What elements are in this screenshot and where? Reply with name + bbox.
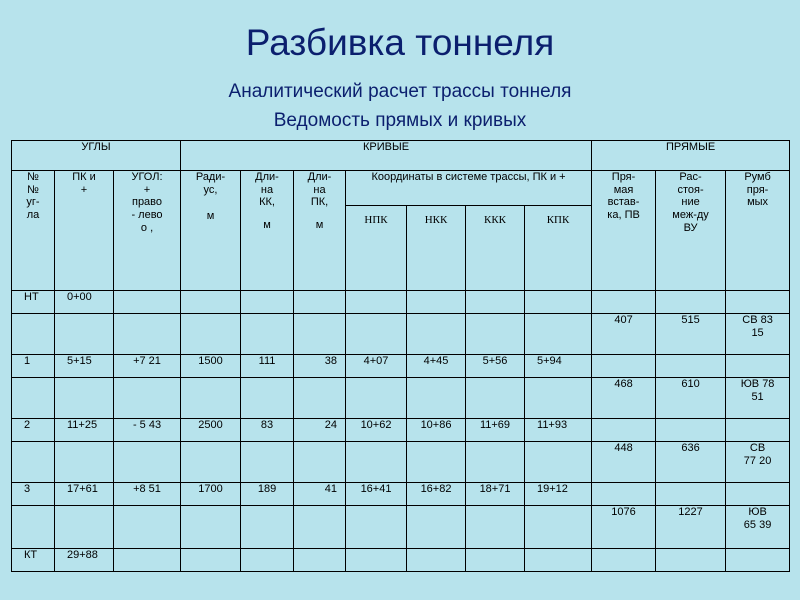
header-radius: Ради- ус, м [181, 171, 241, 291]
cell-empty [241, 378, 294, 419]
cell-kk [241, 291, 294, 314]
cell-pk: 29+88 [55, 549, 114, 572]
cell-nkk: 10+86 [407, 419, 466, 442]
tunnel-table [11, 140, 790, 572]
cell-kkk: 18+71 [466, 483, 525, 506]
table-row-angle [12, 355, 790, 378]
cell-npk [346, 549, 407, 572]
cell-empty [525, 378, 592, 419]
cell-r: 2500 [181, 419, 241, 442]
cell-empty [346, 314, 407, 355]
cell-pv: 407 [592, 314, 656, 355]
cell-empty [241, 314, 294, 355]
cell-empty [407, 506, 466, 549]
cell-empty [525, 506, 592, 549]
cell-pk: 5+15 [55, 355, 114, 378]
cell-rumb [726, 314, 790, 355]
cell-empty [241, 442, 294, 483]
rumb-line: СВ 83 [742, 314, 773, 326]
cell-empty [407, 314, 466, 355]
cell-rumb [726, 378, 790, 419]
table-row-straight [12, 378, 790, 419]
cell-kkk: 11+69 [466, 419, 525, 442]
cell-kpk [525, 291, 592, 314]
cell-nkk: 4+45 [407, 355, 466, 378]
cell-pk: 0+00 [55, 291, 114, 314]
cell-empty [346, 378, 407, 419]
header-straight-insert: Пря- мая встав- ка, ПВ [592, 171, 656, 291]
cell-empty [592, 355, 656, 378]
header-distance: Рас- стоя- ние меж-ду ВУ [656, 171, 726, 291]
cell-kpk: 11+93 [525, 419, 592, 442]
cell-no: 2 [12, 419, 55, 442]
cell-npk: 16+41 [346, 483, 407, 506]
cell-pkl: 41 [294, 483, 346, 506]
cell-pv: 1076 [592, 506, 656, 549]
header-transition-length: Дли- на ПК, м [294, 171, 346, 291]
cell-empty [726, 549, 790, 572]
cell-empty [114, 506, 181, 549]
cell-empty [114, 378, 181, 419]
header-nkk: НКК [407, 206, 466, 291]
group-header-angles: УГЛЫ [12, 141, 181, 171]
cell-pkl: 24 [294, 419, 346, 442]
cell-angle: +8 51 [114, 483, 181, 506]
table-row-angle [12, 549, 790, 572]
cell-angle [114, 549, 181, 572]
cell-angle: +7 21 [114, 355, 181, 378]
cell-npk: 4+07 [346, 355, 407, 378]
cell-empty [726, 355, 790, 378]
cell-empty [294, 314, 346, 355]
header-pk: ПК и + [55, 171, 114, 291]
header-bearing: Румб пря- мых [726, 171, 790, 291]
cell-empty [294, 442, 346, 483]
cell-npk [346, 291, 407, 314]
cell-empty [656, 483, 726, 506]
cell-empty [181, 442, 241, 483]
cell-kk [241, 549, 294, 572]
cell-dist: 1227 [656, 506, 726, 549]
cell-dist: 610 [656, 378, 726, 419]
header-angle: УГОЛ: + право - лево о , [114, 171, 181, 291]
page-title: Разбивка тоннеля [245, 22, 555, 63]
group-header-straights: ПРЯМЫЕ [592, 141, 790, 171]
cell-empty [592, 291, 656, 314]
cell-nkk [407, 549, 466, 572]
cell-empty [726, 419, 790, 442]
cell-empty [55, 314, 114, 355]
cell-nkk [407, 291, 466, 314]
cell-npk: 10+62 [346, 419, 407, 442]
cell-angle: - 5 43 [114, 419, 181, 442]
cell-empty [592, 549, 656, 572]
table-row-straight [12, 506, 790, 549]
table-row-straight [12, 442, 790, 483]
cell-empty [656, 291, 726, 314]
cell-empty [656, 419, 726, 442]
cell-empty [466, 314, 525, 355]
cell-no: 1 [12, 355, 55, 378]
cell-kk: 189 [241, 483, 294, 506]
cell-empty [656, 355, 726, 378]
header-kkk: ККК [466, 206, 525, 291]
header-curve-length: Дли- на КК, м [241, 171, 294, 291]
cell-r: 1700 [181, 483, 241, 506]
header-kpk: КПК [525, 206, 592, 291]
rumb-line: 65 39 [743, 518, 772, 531]
cell-rumb [726, 442, 790, 483]
cell-kkk [466, 549, 525, 572]
cell-r [181, 291, 241, 314]
table-row-straight [12, 314, 790, 355]
cell-r: 1500 [181, 355, 241, 378]
cell-empty [525, 314, 592, 355]
cell-empty [181, 506, 241, 549]
cell-pkl [294, 549, 346, 572]
cell-empty [407, 442, 466, 483]
cell-kkk: 5+56 [466, 355, 525, 378]
cell-empty [12, 314, 55, 355]
cell-pkl [294, 291, 346, 314]
cell-empty [466, 378, 525, 419]
table-row-angle [12, 419, 790, 442]
cell-empty [525, 442, 592, 483]
cell-rumb [726, 506, 790, 549]
rumb-line: СВ [749, 442, 766, 454]
cell-empty [114, 314, 181, 355]
cell-empty [346, 506, 407, 549]
cell-dist: 515 [656, 314, 726, 355]
cell-kk: 83 [241, 419, 294, 442]
cell-pkl: 38 [294, 355, 346, 378]
rumb-line: 15 [751, 326, 764, 339]
cell-empty [294, 378, 346, 419]
cell-empty [55, 506, 114, 549]
cell-empty [466, 442, 525, 483]
cell-empty [592, 419, 656, 442]
cell-empty [12, 442, 55, 483]
cell-empty [12, 506, 55, 549]
cell-pv: 448 [592, 442, 656, 483]
cell-empty [55, 442, 114, 483]
table-row-angle [12, 483, 790, 506]
cell-no: 3 [12, 483, 55, 506]
cell-kpk: 5+94 [525, 355, 592, 378]
cell-kpk [525, 549, 592, 572]
header-coordinates: Координаты в системе трассы, ПК и + [346, 171, 592, 206]
cell-empty [294, 506, 346, 549]
cell-empty [726, 291, 790, 314]
cell-empty [656, 549, 726, 572]
header-npk: НПК [346, 206, 407, 291]
table-row-angle [12, 291, 790, 314]
cell-kk: 111 [241, 355, 294, 378]
cell-kkk [466, 291, 525, 314]
cell-pk: 11+25 [55, 419, 114, 442]
cell-empty [55, 378, 114, 419]
cell-nkk: 16+82 [407, 483, 466, 506]
cell-empty [346, 442, 407, 483]
group-header-curves: КРИВЫЕ [181, 141, 592, 171]
cell-kpk: 19+12 [525, 483, 592, 506]
cell-empty [241, 506, 294, 549]
rumb-line: ЮВ 78 [740, 378, 775, 390]
cell-empty [181, 314, 241, 355]
cell-pk: 17+61 [55, 483, 114, 506]
rumb-line: 77 20 [743, 454, 772, 467]
cell-empty [181, 378, 241, 419]
cell-no: НТ [12, 291, 55, 314]
cell-empty [466, 506, 525, 549]
cell-r [181, 549, 241, 572]
cell-pv: 468 [592, 378, 656, 419]
cell-no: КТ [12, 549, 55, 572]
cell-empty [407, 378, 466, 419]
cell-empty [12, 378, 55, 419]
cell-empty [726, 483, 790, 506]
cell-dist: 636 [656, 442, 726, 483]
cell-empty [592, 483, 656, 506]
subtitle-analytic: Аналитический расчет трассы тоннеля [228, 81, 572, 102]
cell-angle [114, 291, 181, 314]
header-angle-number: № № уг- ла [12, 171, 55, 291]
cell-empty [114, 442, 181, 483]
subtitle-statement: Ведомость прямых и кривых [273, 110, 527, 131]
rumb-line: ЮВ [748, 506, 767, 518]
rumb-line: 51 [751, 390, 764, 403]
